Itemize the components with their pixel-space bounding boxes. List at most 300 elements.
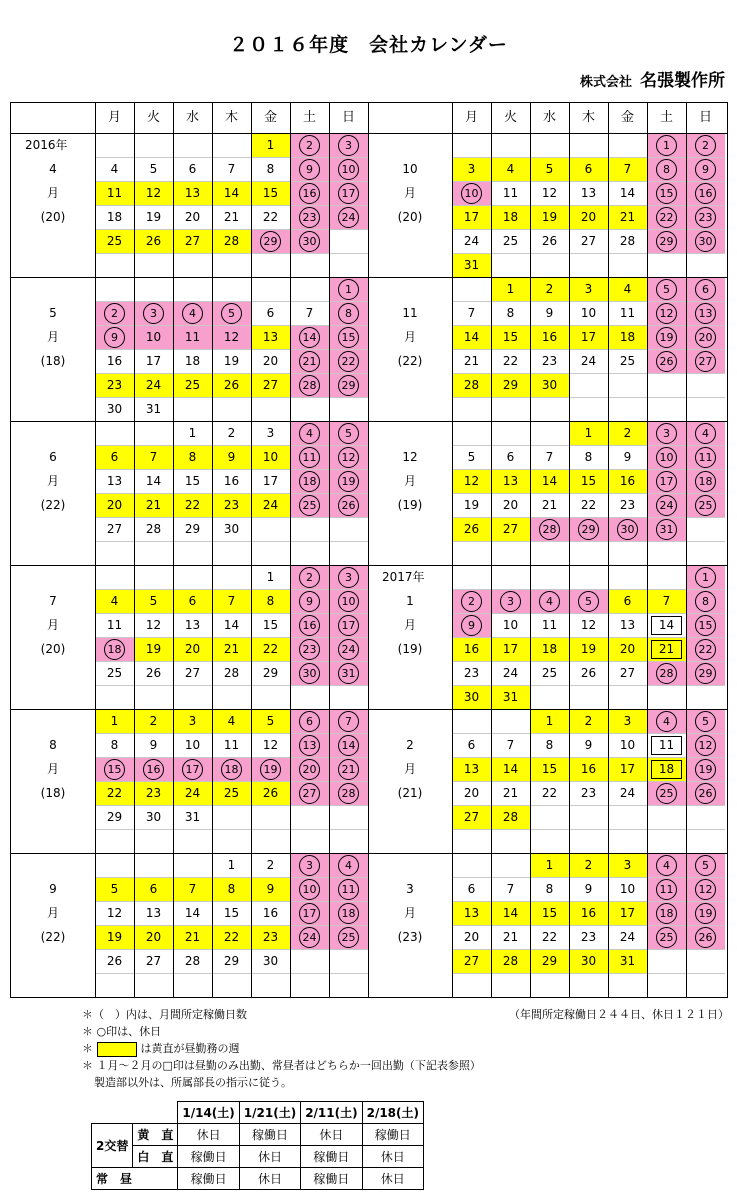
day-cell xyxy=(173,589,212,613)
day-number: 21 xyxy=(541,498,558,512)
holiday-day-cell xyxy=(686,661,725,685)
workday-count: (22) xyxy=(40,498,66,512)
grid-line xyxy=(95,397,368,398)
day-number: 11 xyxy=(184,330,201,344)
day-number: 19 xyxy=(145,642,162,656)
holiday-day-cell xyxy=(329,733,368,757)
day-cell xyxy=(134,805,173,829)
month-number: 10 xyxy=(402,162,418,176)
holiday-day-cell xyxy=(686,229,725,253)
day-number: 20 xyxy=(463,930,480,944)
workday-count: (23) xyxy=(397,930,423,944)
day-number: 22 xyxy=(580,498,597,512)
grid-line xyxy=(452,589,725,590)
day-number: 14 xyxy=(223,186,240,200)
day-number: 4 xyxy=(182,303,203,324)
day-cell xyxy=(491,517,530,541)
day-cell xyxy=(251,949,290,973)
day-cell xyxy=(173,949,212,973)
day-cell xyxy=(530,325,569,349)
day-number: 18 xyxy=(104,639,125,660)
day-cell xyxy=(173,421,212,445)
day-cell xyxy=(212,781,251,805)
grid-line xyxy=(95,373,368,374)
day-number: 21 xyxy=(651,640,682,659)
table-cell: 稼働日 xyxy=(239,1124,300,1146)
grid-line xyxy=(95,805,368,806)
day-number: 27 xyxy=(463,810,480,824)
note-yellow-text: は黄直が昼勤務の週 xyxy=(140,1042,240,1055)
day-number: 24 xyxy=(580,354,597,368)
day-number: 16 xyxy=(695,183,716,204)
day-number: 4 xyxy=(656,855,677,876)
day-cell xyxy=(647,613,686,637)
day-number: 22 xyxy=(541,930,558,944)
weekday-header: 日 xyxy=(698,110,712,125)
day-number: 12 xyxy=(223,330,240,344)
holiday-day-cell xyxy=(329,469,368,493)
grid-line xyxy=(452,445,725,446)
day-cell xyxy=(452,205,491,229)
day-number: 27 xyxy=(502,522,519,536)
month-number: 9 xyxy=(49,882,57,896)
holiday-day-cell xyxy=(290,757,329,781)
day-cell xyxy=(173,733,212,757)
day-cell xyxy=(452,373,491,397)
day-number: 5 xyxy=(467,450,476,464)
day-cell xyxy=(95,373,134,397)
day-number: 10 xyxy=(502,618,519,632)
workday-count: (20) xyxy=(397,210,423,224)
day-number: 12 xyxy=(580,618,597,632)
day-number: 14 xyxy=(338,735,359,756)
day-cell xyxy=(452,685,491,709)
day-number: 30 xyxy=(617,519,638,540)
day-cell xyxy=(569,853,608,877)
day-number: 27 xyxy=(184,234,201,248)
day-number: 5 xyxy=(110,882,119,896)
day-cell xyxy=(212,661,251,685)
holiday-day-cell xyxy=(686,733,725,757)
holiday-day-cell xyxy=(329,349,368,373)
day-number: 19 xyxy=(656,327,677,348)
day-cell xyxy=(134,205,173,229)
day-cell xyxy=(173,877,212,901)
day-cell xyxy=(134,613,173,637)
day-number: 6 xyxy=(110,450,119,464)
table-header: 2/18(土) xyxy=(362,1102,423,1124)
day-number: 23 xyxy=(619,498,636,512)
holiday-day-cell xyxy=(452,589,491,613)
day-cell xyxy=(491,685,530,709)
day-number: 7 xyxy=(506,882,515,896)
day-number: 6 xyxy=(467,738,476,752)
day-number: 24 xyxy=(338,639,359,660)
block-line xyxy=(11,133,727,134)
grid-line xyxy=(452,493,725,494)
workday-count: (18) xyxy=(40,786,66,800)
holiday-day-cell xyxy=(686,901,725,925)
day-number: 7 xyxy=(623,162,632,176)
note-january-february: ＊ １月～２月の□印は昼勤のみ出勤、常昼者はどちらか一回出勤（下記表参照） xyxy=(82,1059,481,1072)
day-cell xyxy=(452,733,491,757)
month-number: 7 xyxy=(49,594,57,608)
day-cell xyxy=(134,733,173,757)
holiday-day-cell xyxy=(329,661,368,685)
day-number: 24 xyxy=(299,927,320,948)
day-number: 29 xyxy=(223,954,240,968)
day-number: 17 xyxy=(262,474,279,488)
day-number: 2 xyxy=(299,135,320,156)
day-number: 8 xyxy=(695,591,716,612)
day-number: 16 xyxy=(106,354,123,368)
holiday-day-cell xyxy=(329,133,368,157)
note-yellow xyxy=(82,1040,732,1057)
day-number: 26 xyxy=(463,522,480,536)
holiday-day-cell xyxy=(290,325,329,349)
grid-line xyxy=(95,613,368,614)
day-number: 22 xyxy=(502,354,519,368)
day-number: 13 xyxy=(580,186,597,200)
day-number: 14 xyxy=(299,327,320,348)
note-yellow-star: ＊ xyxy=(82,1042,93,1055)
day-number: 3 xyxy=(299,855,320,876)
day-number: 22 xyxy=(262,210,279,224)
day-cell xyxy=(530,445,569,469)
day-number: 28 xyxy=(502,810,519,824)
day-number: 20 xyxy=(580,210,597,224)
day-cell xyxy=(95,877,134,901)
holiday-day-cell xyxy=(569,517,608,541)
table-cell: 稼働日 xyxy=(301,1168,362,1190)
day-number: 23 xyxy=(463,666,480,680)
month-suffix: 月 xyxy=(403,330,416,344)
day-number: 1 xyxy=(266,570,275,584)
day-cell xyxy=(95,925,134,949)
day-cell xyxy=(134,901,173,925)
day-number: 28 xyxy=(656,663,677,684)
yellow-legend-box xyxy=(97,1042,137,1057)
day-number: 10 xyxy=(461,183,482,204)
day-cell xyxy=(251,469,290,493)
day-number: 12 xyxy=(695,879,716,900)
day-cell xyxy=(569,925,608,949)
day-cell xyxy=(530,181,569,205)
holiday-day-cell xyxy=(290,493,329,517)
day-cell xyxy=(212,325,251,349)
day-number: 21 xyxy=(299,351,320,372)
day-number: 3 xyxy=(338,567,359,588)
day-number: 9 xyxy=(104,327,125,348)
holiday-day-cell xyxy=(686,589,725,613)
day-cell xyxy=(569,349,608,373)
day-cell xyxy=(608,709,647,733)
day-number: 24 xyxy=(463,234,480,248)
day-number: 9 xyxy=(149,738,158,752)
month-suffix: 月 xyxy=(46,618,59,632)
weekday-header: 月 xyxy=(464,110,478,125)
day-cell xyxy=(212,949,251,973)
month-suffix: 月 xyxy=(403,186,416,200)
day-cell xyxy=(491,445,530,469)
day-number: 28 xyxy=(184,954,201,968)
day-number: 12 xyxy=(262,738,279,752)
day-cell xyxy=(212,877,251,901)
grid-line xyxy=(95,469,368,470)
day-cell xyxy=(569,157,608,181)
day-cell xyxy=(608,637,647,661)
day-cell xyxy=(173,181,212,205)
day-cell xyxy=(251,613,290,637)
holiday-day-cell xyxy=(647,205,686,229)
day-number: 29 xyxy=(338,375,359,396)
day-number: 12 xyxy=(541,186,558,200)
weekday-header: 日 xyxy=(341,110,355,125)
day-cell xyxy=(134,637,173,661)
day-cell xyxy=(173,805,212,829)
day-number: 6 xyxy=(695,279,716,300)
day-number: 29 xyxy=(656,231,677,252)
holiday-day-cell xyxy=(290,877,329,901)
day-number: 24 xyxy=(619,930,636,944)
day-number: 6 xyxy=(623,594,632,608)
day-number: 27 xyxy=(145,954,162,968)
day-number: 30 xyxy=(463,690,480,704)
day-number: 8 xyxy=(584,450,593,464)
day-number: 11 xyxy=(106,186,123,200)
holiday-day-cell xyxy=(686,445,725,469)
day-cell xyxy=(452,301,491,325)
day-number: 24 xyxy=(656,495,677,516)
note-workdays: ＊（ ）内は、月間所定稼働日数 xyxy=(82,1008,247,1021)
day-number: 27 xyxy=(580,234,597,248)
day-number: 2 xyxy=(104,303,125,324)
day-number: 31 xyxy=(338,663,359,684)
day-cell xyxy=(530,613,569,637)
day-number: 10 xyxy=(145,330,162,344)
day-cell xyxy=(530,373,569,397)
day-number: 26 xyxy=(695,927,716,948)
holiday-day-cell xyxy=(329,757,368,781)
holiday-day-cell xyxy=(452,181,491,205)
day-cell xyxy=(134,925,173,949)
day-cell xyxy=(530,493,569,517)
day-number: 21 xyxy=(223,210,240,224)
day-cell xyxy=(134,661,173,685)
day-number: 29 xyxy=(106,810,123,824)
day-number: 31 xyxy=(184,810,201,824)
grid-line xyxy=(212,103,213,997)
day-cell xyxy=(647,733,686,757)
day-number: 12 xyxy=(338,447,359,468)
day-cell xyxy=(530,205,569,229)
column-line xyxy=(452,103,453,997)
day-cell xyxy=(251,349,290,373)
day-cell xyxy=(134,949,173,973)
weekday-header: 火 xyxy=(503,110,517,125)
day-number: 28 xyxy=(463,378,480,392)
grid-line xyxy=(95,973,368,974)
day-number: 3 xyxy=(500,591,521,612)
day-number: 8 xyxy=(656,159,677,180)
day-number: 20 xyxy=(262,354,279,368)
holiday-day-cell xyxy=(329,781,368,805)
holiday-day-cell xyxy=(647,877,686,901)
weekday-header: 水 xyxy=(542,110,556,125)
day-number: 13 xyxy=(145,906,162,920)
day-cell xyxy=(173,325,212,349)
table-cell: 休日 xyxy=(362,1146,423,1168)
day-cell xyxy=(452,805,491,829)
day-number: 25 xyxy=(656,783,677,804)
day-cell xyxy=(608,205,647,229)
day-cell xyxy=(95,517,134,541)
day-number: 28 xyxy=(539,519,560,540)
day-number: 2 xyxy=(266,858,275,872)
grid-line xyxy=(95,757,368,758)
day-cell xyxy=(608,469,647,493)
grid-line xyxy=(452,181,725,182)
day-number: 27 xyxy=(463,954,480,968)
day-cell xyxy=(647,757,686,781)
day-cell xyxy=(173,613,212,637)
day-number: 18 xyxy=(656,903,677,924)
day-number: 8 xyxy=(188,450,197,464)
day-number: 4 xyxy=(695,423,716,444)
day-number: 17 xyxy=(145,354,162,368)
day-cell xyxy=(173,445,212,469)
day-cell xyxy=(569,709,608,733)
holiday-day-cell xyxy=(290,229,329,253)
day-number: 30 xyxy=(106,402,123,416)
day-number: 4 xyxy=(656,711,677,732)
day-number: 15 xyxy=(656,183,677,204)
table-cell: 休日 xyxy=(239,1146,300,1168)
block-line xyxy=(11,853,727,854)
day-number: 22 xyxy=(106,786,123,800)
table-header: 1/21(土) xyxy=(239,1102,300,1124)
day-number: 18 xyxy=(221,759,242,780)
day-cell xyxy=(95,805,134,829)
day-cell xyxy=(608,757,647,781)
table-header: 2/11(土) xyxy=(301,1102,362,1124)
day-number: 20 xyxy=(695,327,716,348)
day-number: 9 xyxy=(545,306,554,320)
day-cell xyxy=(452,949,491,973)
day-number: 17 xyxy=(182,759,203,780)
day-cell xyxy=(569,325,608,349)
day-number: 7 xyxy=(506,738,515,752)
day-cell xyxy=(452,877,491,901)
grid-line xyxy=(95,181,368,182)
day-number: 18 xyxy=(695,471,716,492)
day-number: 1 xyxy=(266,138,275,152)
holiday-day-cell xyxy=(329,421,368,445)
day-cell xyxy=(569,757,608,781)
workday-count: (18) xyxy=(40,354,66,368)
day-cell xyxy=(530,877,569,901)
day-number: 26 xyxy=(223,378,240,392)
grid-line xyxy=(452,613,725,614)
grid-line xyxy=(95,253,368,254)
day-number: 23 xyxy=(695,207,716,228)
day-cell xyxy=(452,757,491,781)
day-number: 9 xyxy=(299,159,320,180)
day-number: 4 xyxy=(110,162,119,176)
holiday-day-cell xyxy=(290,661,329,685)
day-number: 19 xyxy=(580,642,597,656)
day-number: 20 xyxy=(184,210,201,224)
day-cell xyxy=(608,301,647,325)
day-cell xyxy=(290,301,329,325)
day-cell xyxy=(491,493,530,517)
grid-line xyxy=(452,949,725,950)
weekday-header: 火 xyxy=(146,110,160,125)
day-number: 14 xyxy=(463,330,480,344)
day-cell xyxy=(95,709,134,733)
day-cell xyxy=(212,517,251,541)
day-cell xyxy=(530,349,569,373)
day-number: 20 xyxy=(619,642,636,656)
day-number: 11 xyxy=(338,879,359,900)
day-number: 26 xyxy=(338,495,359,516)
day-cell xyxy=(608,925,647,949)
holiday-day-cell xyxy=(329,373,368,397)
day-number: 27 xyxy=(619,666,636,680)
grid-line xyxy=(452,661,725,662)
weekday-header: 木 xyxy=(581,110,595,125)
day-number: 11 xyxy=(299,447,320,468)
day-number: 31 xyxy=(619,954,636,968)
block-line xyxy=(11,709,727,710)
day-cell xyxy=(569,637,608,661)
day-cell xyxy=(569,229,608,253)
day-number: 6 xyxy=(299,711,320,732)
day-number: 7 xyxy=(545,450,554,464)
day-number: 30 xyxy=(145,810,162,824)
day-cell xyxy=(251,301,290,325)
day-number: 16 xyxy=(541,330,558,344)
day-number: 9 xyxy=(461,615,482,636)
grid-line xyxy=(95,589,368,590)
month-suffix: 月 xyxy=(403,474,416,488)
day-number: 5 xyxy=(221,303,242,324)
day-number: 13 xyxy=(262,330,279,344)
day-number: 3 xyxy=(188,714,197,728)
holiday-day-cell xyxy=(647,421,686,445)
day-cell xyxy=(251,781,290,805)
day-cell xyxy=(608,325,647,349)
day-number: 20 xyxy=(145,930,162,944)
grid-line xyxy=(95,949,368,950)
holiday-day-cell xyxy=(647,517,686,541)
day-number: 13 xyxy=(184,618,201,632)
day-number: 19 xyxy=(695,903,716,924)
day-number: 4 xyxy=(506,162,515,176)
day-number: 23 xyxy=(262,930,279,944)
holiday-day-cell xyxy=(290,901,329,925)
day-cell xyxy=(530,925,569,949)
grid-line xyxy=(95,733,368,734)
day-number: 6 xyxy=(584,162,593,176)
day-number: 25 xyxy=(541,666,558,680)
grid-line xyxy=(452,229,725,230)
day-cell xyxy=(491,301,530,325)
grid-line xyxy=(452,157,725,158)
day-number: 18 xyxy=(299,471,320,492)
weekday-header: 土 xyxy=(659,110,673,125)
day-number: 29 xyxy=(502,378,519,392)
